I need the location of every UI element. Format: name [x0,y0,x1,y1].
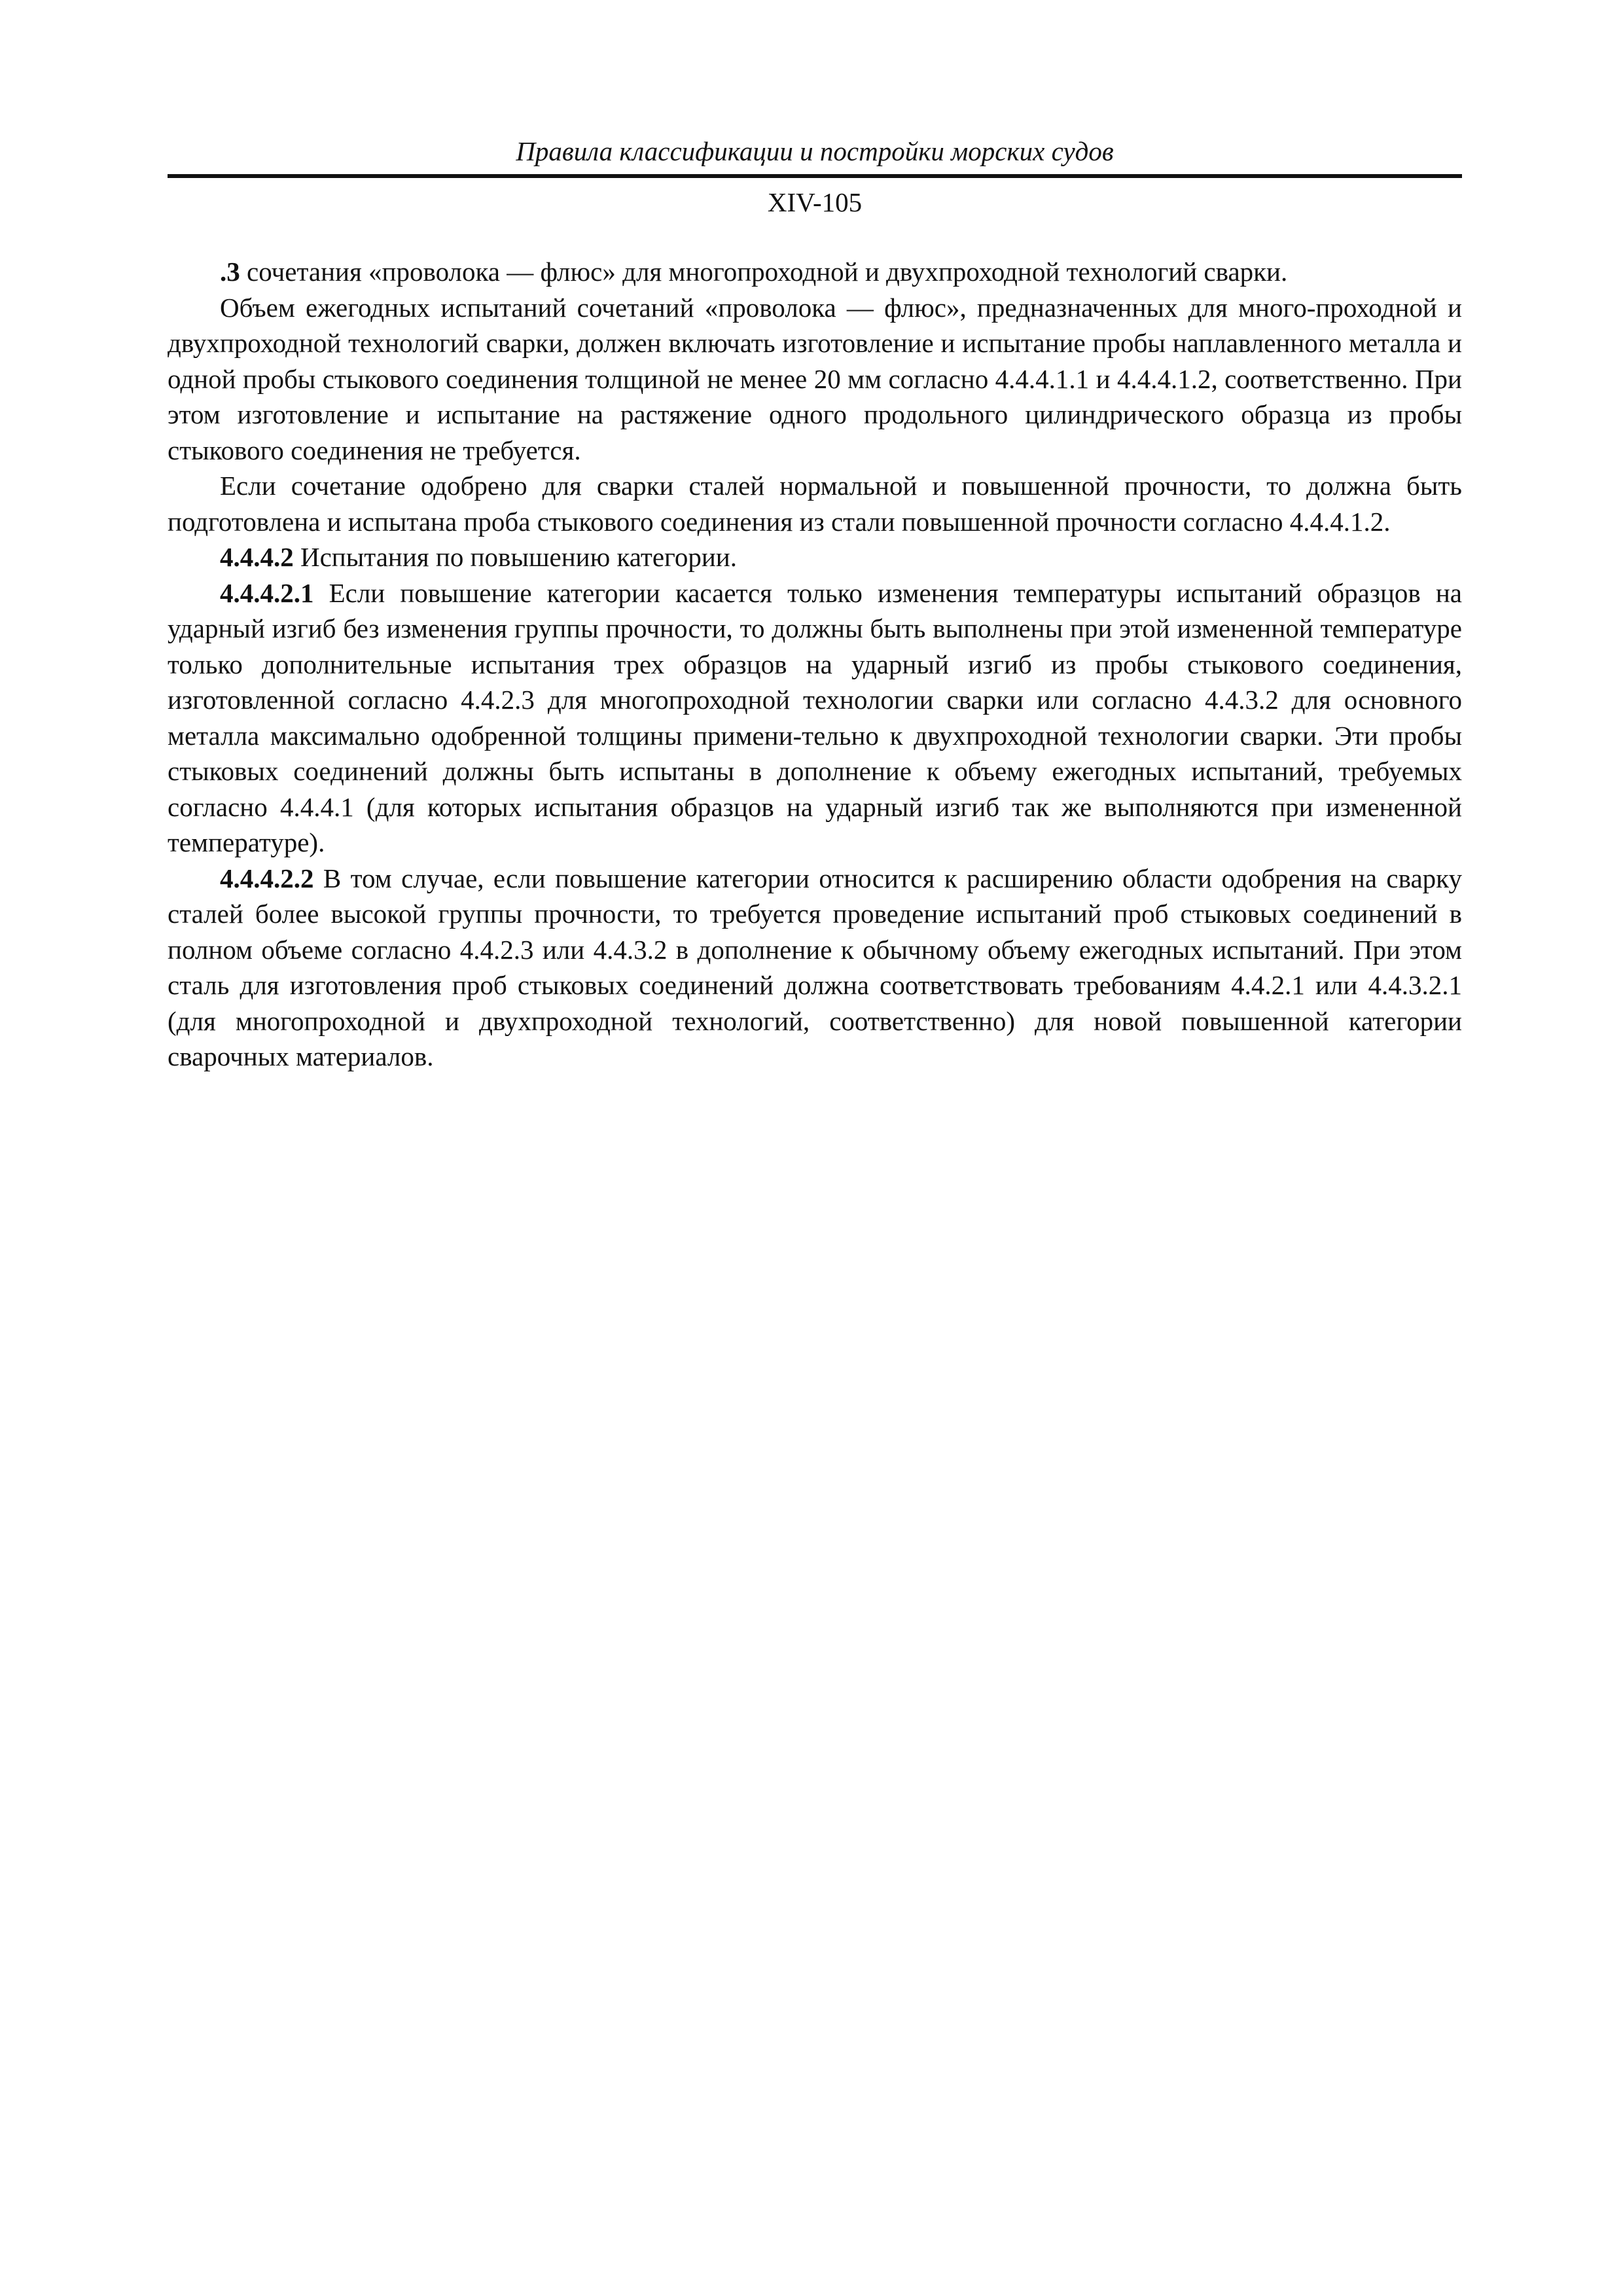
paragraph-text: Если повышение категории касается только изменения температуры испытаний образцов на ударный изгиб без изменения группы прочности, то должны быть выполнены при этой измененной температуре только дополнительные испытания трех образцов на ударный изгиб из пробы стыкового соединения, изготовленной согласно 4.4.2.3 для многопроходной технологии сварки или согласно 4.4.3.2 для основного металла максимально одобренной толщины примени-тельно к двухпроходной технологии сварки. Эти пробы стыковых соединений должны быть испытаны в дополнение к объему ежегодных испытаний, требуемых согласно 4.4.4.1 (для которых испытания образцов на ударный изгиб так же выполняются при измененной температуре). [168,577,1462,857]
body-text [168,254,1462,1075]
paragraph-text: сочетания «проволока — флюс» для многопроходной и двухпроходной технологий сварки. [240,257,1288,287]
paragraph-number: .3 [220,257,240,287]
paragraph-text: Объем ежегодных испытаний сочетаний «проволока — флюс», предназначенных для много-проходной и двухпроходной технологий сварки, должен включать изготовление и испытание пробы наплавленного металла и одной пробы стыкового соединения толщиной не менее 20 мм согласно 4.4.4.1.1 и 4.4.4.1.2, соответственно. При этом изготовление и испытание на растяжение одного продольного цилиндрического образца из пробы стыкового соединения не требуется. [168,292,1462,465]
section-number: 4.4.4.2 [220,542,294,572]
section-number: 4.4.4.2.2 [220,863,314,893]
section-4-4-4-2-1 [168,575,1462,861]
page-number: XIV-105 [767,187,863,217]
paragraph-text: В том случае, если повышение категории относится к расширению области одобрения на сварку сталей более высокой группы прочности, то требуется проведение испытаний проб стыковых соединений в полном объеме согласно 4.4.2.3 или 4.4.3.2 в дополнение к обычному объему ежегодных испытаний. При этом сталь для изготовления проб стыковых соединений должна соответствовать требованиям 4.4.2.1 или 4.4.3.2.1 (для многопроходной и двухпроходной технологий, соответственно) для новой повышенной категории сварочных материалов. [168,863,1462,1071]
running-header: Правила классификации и постройки морских судов [516,136,1114,166]
section-title: Испытания по повышению категории. [293,542,737,572]
paragraph-text: Если сочетание одобрено для сварки сталей нормальной и повышенной прочности, то должна быть подготовлена и испытана проба стыкового соединения из стали повышенной прочности согласно 4.4.4.1.2. [168,471,1462,537]
paragraph-annual-tests [168,290,1462,469]
paragraph-item-3 [168,254,1462,290]
section-number: 4.4.4.2.1 [220,577,314,608]
section-4-4-4-2 [168,539,1462,575]
header-rule [168,174,1462,178]
section-4-4-4-2-2 [168,861,1462,1075]
paragraph-strength-approval [168,468,1462,539]
